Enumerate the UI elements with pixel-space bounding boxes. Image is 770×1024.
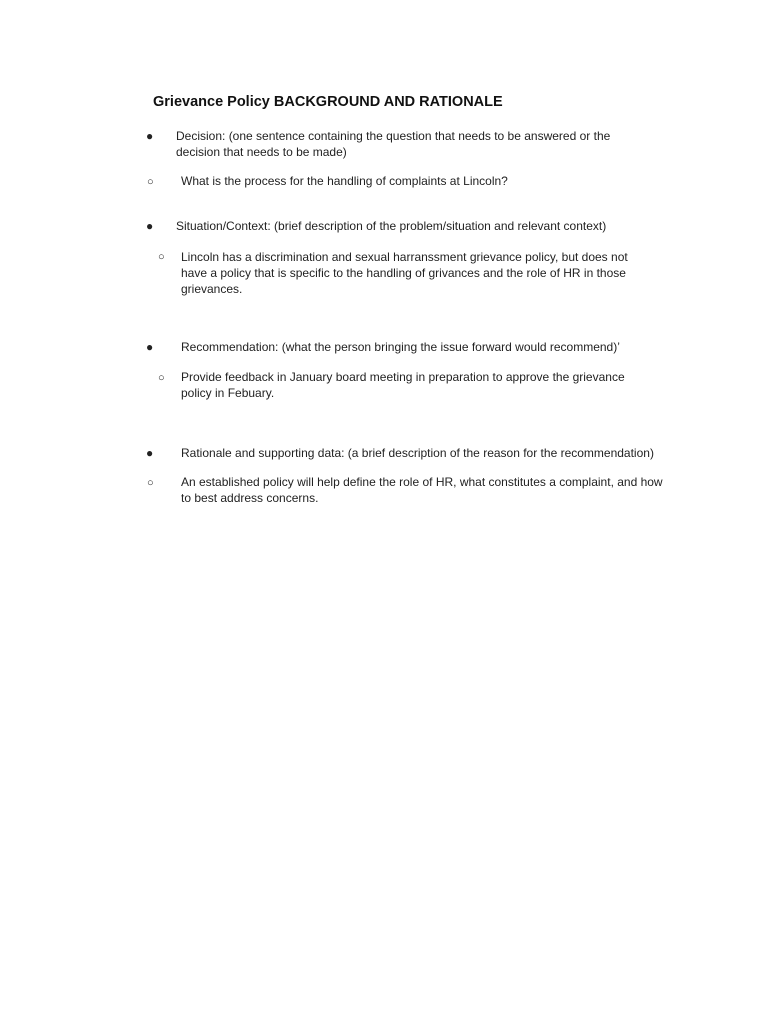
bullet-marker: ● [146,129,154,143]
circle-marker: ○ [147,176,154,188]
circle-marker: ○ [147,477,154,489]
decision-detail: What is the process for the handling of complaints at Lincoln? [181,174,508,188]
bullet-marker: ● [146,219,154,233]
bullet-marker: ● [146,446,154,460]
recommendation-detail: Provide feedback in January board meeting in preparation to approve the grievance policy in Febuary. [181,370,625,400]
rationale-detail: An established policy will help define the role of HR, what constitutes a complaint, and how to best address concerns. [181,475,663,505]
bullet-marker: ● [146,340,154,354]
document-title: Grievance Policy BACKGROUND AND RATIONALE [153,94,503,110]
decision-heading: Decision: (one sentence containing the question that needs to be answered or the decision that needs to be made) [176,129,611,159]
circle-marker: ○ [158,251,165,263]
recommendation-heading: Recommendation: (what the person bringing the issue forward would recommend)’ [181,340,620,354]
rationale-heading: Rationale and supporting data: (a brief description of the reason for the recommendation) [181,446,654,460]
circle-marker: ○ [158,372,165,384]
situation-detail: Lincoln has a discrimination and sexual harranssment grievance policy, but does not have a policy that is specific to the handling of grivances and the role of HR in those grievances. [181,250,628,296]
situation-heading: Situation/Context: (brief description of the problem/situation and relevant context) [176,219,607,233]
